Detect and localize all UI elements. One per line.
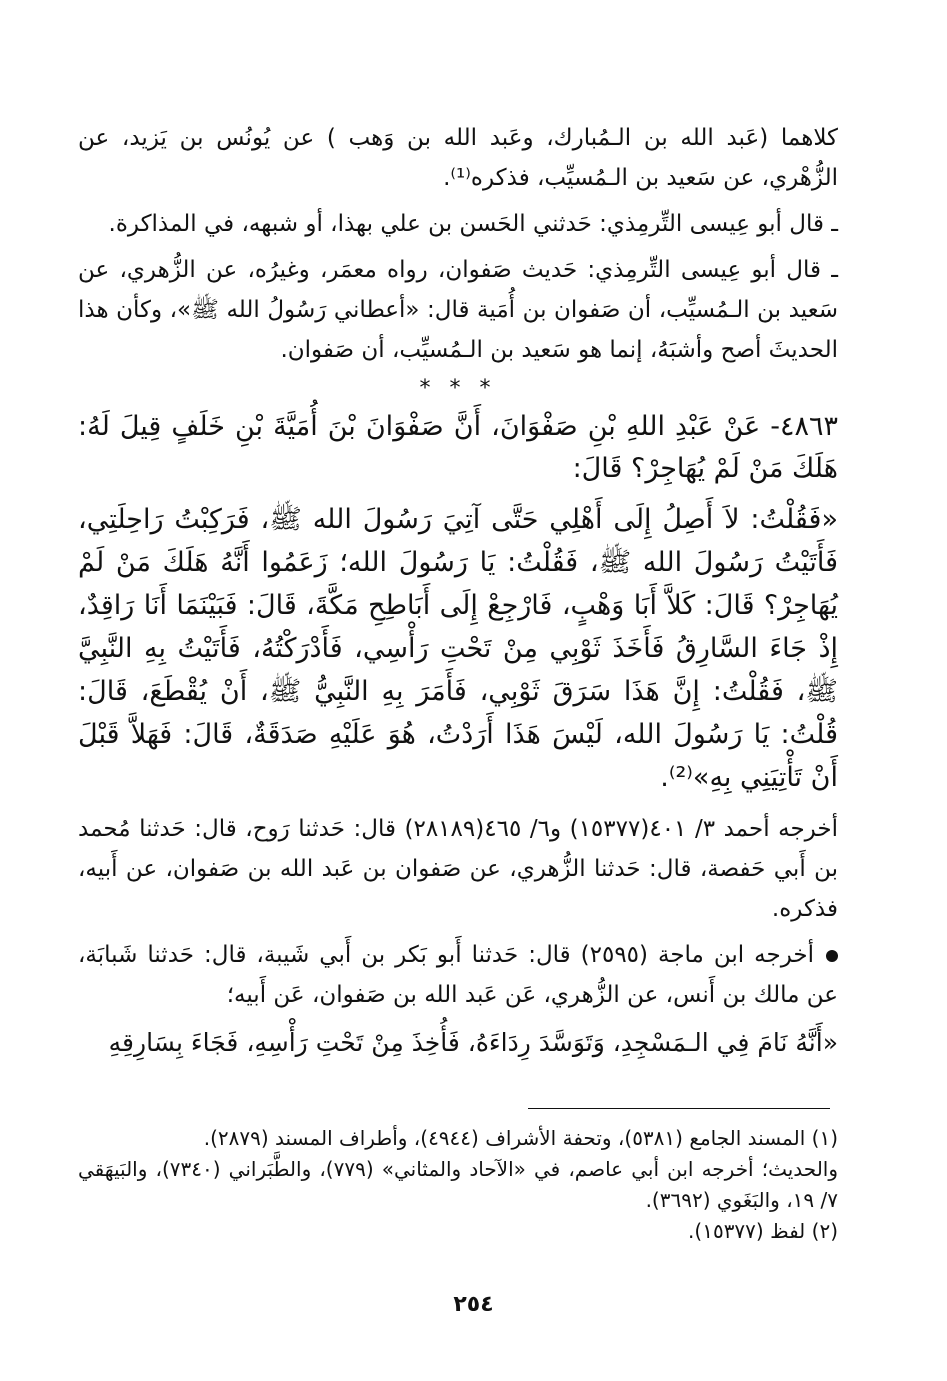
bullet-icon xyxy=(826,950,838,962)
paragraph-tirmidhi-note-1: ـ قال أبو عِيسى التِّرمِذي: حَدثني الحَسن بن علي بهذا، أو شبهه، في المذاكرة. xyxy=(108,211,838,237)
takhrij-ibn-majah xyxy=(78,935,838,1015)
footnotes xyxy=(78,1123,838,1247)
page-body xyxy=(78,118,838,1063)
footnote-1: (١) المسند الجامع (٥٣٨١)، وتحفة الأشراف (٤٩٤٤)، وأطراف المسند (٢٨٧٩). xyxy=(203,1126,838,1150)
takhrij-ibn-majah-text: أخرجه ابن ماجة (٢٥٩٥) قال: حَدثنا أَبو بَكر بن أَبي شَيبة، قال: حَدثنا شَبابَة، عن مالك بن أَنس، عن الزُّهري، عَن عَبد الله بن صَفوان، عَن أَبيه؛ xyxy=(78,942,838,1008)
page-number: ٢٥٤ xyxy=(453,1292,494,1317)
footnote-divider xyxy=(528,1108,830,1109)
hadith-text: «فَقُلْتُ: لاَ أَصِلُ إِلَى أَهْلِي حَتَّى آتِيَ رَسُولَ الله ﷺ، فَرَكِبْتُ رَاحِلَتِي، فَأَتَيْتُ رَسُولَ الله ﷺ، فَقُلْتُ: يَا رَسُولَ الله؛ زَعَمُوا أَنَّهُ هَلَكَ مَنْ لَمْ يُهَاجِرْ؟ قَالَ: كَلاَّ أَبَا وَهْبٍ، فَارْجِعْ إِلَى أَبَاطِحِ مَكَّةَ، قَالَ: فَبَيْنَمَا أَنَا رَاقِدٌ، إِذْ جَاءَ السَّارِقُ فَأَخَذَ ثَوْبِي مِنْ تَحْتِ رَأْسِي، فَأَدْرَكْتُهُ، فَأَتَيْتُ بِهِ النَّبِيَّ ﷺ، فَقُلْتُ: إِنَّ هَذَا سَرَقَ ثَوْبِي، فَأَمَرَ بِهِ النَّبِيُّ ﷺ، أَنْ يُقْطَعَ، قَالَ: قُلْتُ: يَا رَسُولَ الله، لَيْسَ هَذَا أَرَدْتُ، هُوَ عَلَيْهِ صَدَقَةٌ، قَالَ: فَهَلاَّ قَبْلَ أَنْ تَأْتِيَنِي بِهِ»⁽²⁾. xyxy=(78,504,838,793)
takhrij-ahmad: أخرجه أحمد ٣/ ٤٠١(١٥٣٧٧) و٦/ ٤٦٥(٢٨١٨٩) قال: حَدثنا رَوح، قال: حَدثنا مُحمد بن أَبي حَفصة، قال: حَدثنا الزُّهري، عن صَفوان بن عَبد الله بن صَفوان، عن أَبيه، فذكره. xyxy=(78,816,838,922)
paragraph-tirmidhi-note-2: ـ قال أبو عِيسى التِّرمِذي: حَديث صَفوان، رواه معمَر، وغيرُه، عن الزُّهري، عن سَعيد بن الـمُسيِّب، أن صَفوان بن أُمَية قال: «أعطاني رَسُولُ الله ﷺ»، وكأن هذا الحديثَ أصح وأشبَهُ، إنما هو سَعيد بن الـمُسيِّب، أن صَفوان. xyxy=(78,257,838,363)
section-separator: * * * xyxy=(419,376,497,401)
hadith-heading: ٤٨٦٣- عَنْ عَبْدِ اللهِ بْنِ صَفْوَانَ، أَنَّ صَفْوَانَ بْنَ أُمَيَّةَ بْنِ خَلَفٍ قِيلَ لَهُ: هَلَكَ مَنْ لَمْ يُهَاجِرْ؟ قَالَ: xyxy=(78,411,838,484)
paragraph-isnad: كلاهما (عَبد الله بن الـمُبارك، وعَبد الله بن وَهب ) عن يُونُس بن يَزيد، عن الزُّهْري، عن سَعيد بن الـمُسيِّب، فذكره⁽¹⁾. xyxy=(78,125,838,191)
footnote-1-continued: والحديث؛ أخرجه ابن أبي عاصم، في «الآحاد والمثاني» (٧٧٩)، والطَّبَراني (٧٣٤٠)، والبَيهَقي ٧/ ١٩، والبَغَوي (٣٦٩٢). xyxy=(78,1157,839,1212)
matn-start: «أَنَّهُ نَامَ فِي الـمَسْجِدِ، وَتَوَسَّدَ رِدَاءَهُ، فَأُخِذَ مِنْ تَحْتِ رَأْسِهِ، فَجَاءَ بِسَارِقِهِ xyxy=(108,1028,838,1057)
footnote-2: (٢) لفظ (١٥٣٧٧). xyxy=(688,1219,838,1243)
